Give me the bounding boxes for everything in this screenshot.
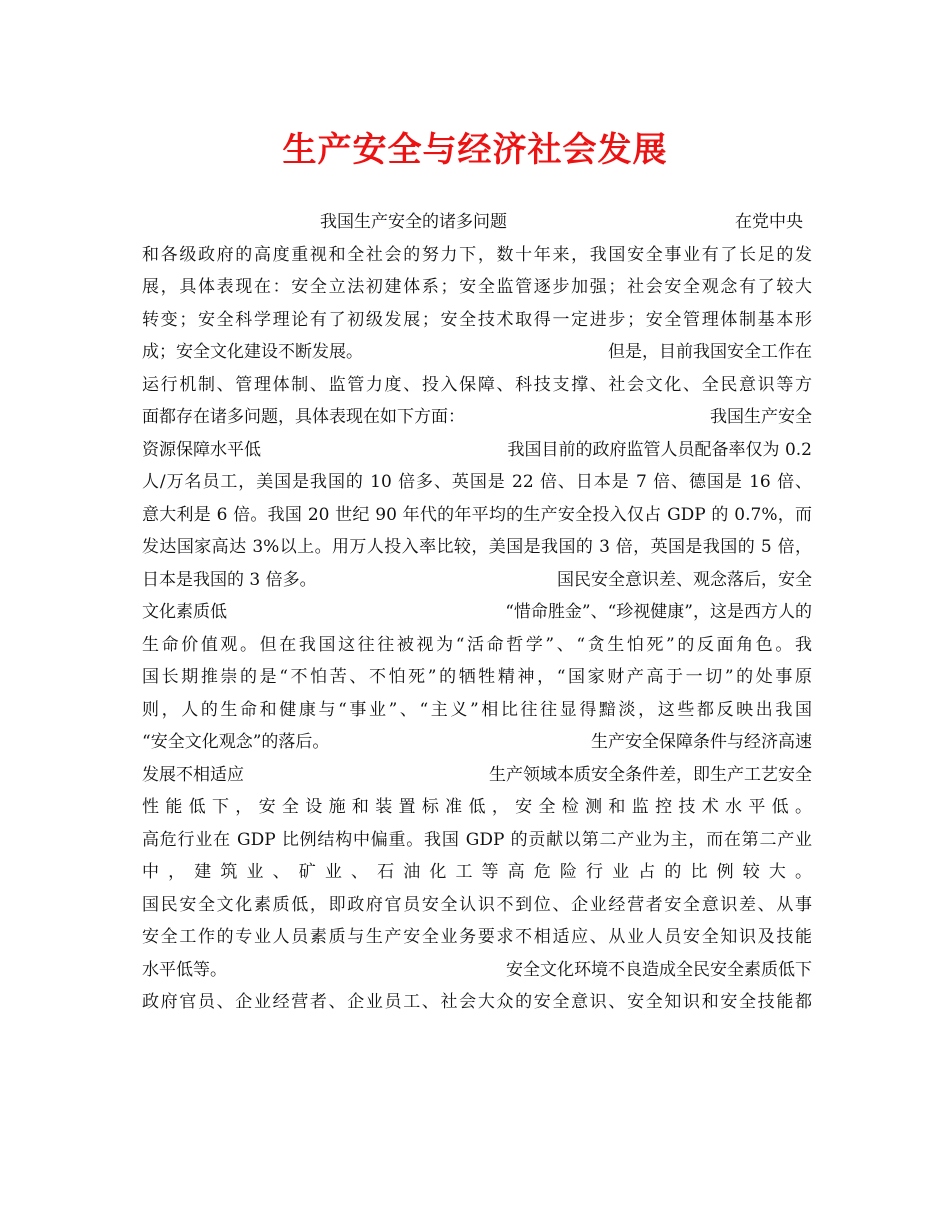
line-segment: 资源保障水平低 [142, 439, 261, 460]
text-line: 展，具体表现在：安全立法初建体系；安全监管逐步加强；社会安全观念有了较大 [142, 277, 812, 297]
line-segment: 日本是我国的 3 倍多。 [142, 569, 317, 590]
line-segment: 水平低等。 [142, 959, 227, 980]
line-segment: “惜命胜金”、“珍视健康”，这是西方人的 [505, 602, 812, 622]
text-line [142, 759, 812, 792]
line-segment: 在党中央 [735, 212, 803, 232]
text-line: 意大利是 6 倍。我国 20 世纪 90 年代的年平均的生产安全投入仅占 GDP 的 0.7%，而 [142, 504, 812, 525]
text-line: 高危行业在 GDP 比例结构中偏重。我国 GDP 的贡献以第二产业为主，而在第二产业 [142, 829, 812, 850]
line-segment: “安全文化观念”的落后。 [142, 732, 330, 752]
text-line: 政府官员、企业经营者、企业员工、社会大众的安全意识、安全知识和安全技能都 [142, 992, 812, 1012]
text-line: 安全工作的专业人员素质与生产安全业务要求不相适应、从业人员安全知识及技能 [142, 927, 812, 947]
line-segment: 生产安全保障条件与经济高速 [591, 732, 812, 752]
document-body [142, 206, 812, 1019]
text-line: 人/万名员工，美国是我国的 10 倍多、英国是 22 倍、日本是 7 倍、德国是 16 倍、 [142, 472, 812, 492]
text-line [142, 726, 812, 759]
line-segment: 安全文化环境不良造成全民安全素质低下 [506, 959, 812, 980]
text-line [142, 206, 812, 239]
text-line [142, 434, 812, 467]
text-line: 运行机制、管理体制、监管力度、投入保障、科技支撑、社会文化、全民意识等方 [142, 374, 812, 395]
line-segment: 发展不相适应 [142, 764, 244, 785]
line-segment: 面都存在诸多问题，具体表现在如下方面： [142, 407, 465, 427]
text-line: 和各级政府的高度重视和全社会的努力下，数十年来，我国安全事业有了长足的发 [142, 244, 812, 265]
line-segment: 我国目前的政府监管人员配备率仅为 0.2 [507, 439, 812, 460]
line-segment: 成；安全文化建设不断发展。 [142, 342, 363, 362]
line-segment: 生产领域本质安全条件差，即生产工艺安全 [489, 764, 812, 785]
document-title: 生产安全与经济社会发展 [282, 130, 668, 170]
text-line: 中，建筑业、矿业、石油化工等高危险行业占的比例较大。 [142, 862, 812, 882]
line-segment: 我国生产安全的诸多问题 [320, 212, 507, 232]
text-line [142, 401, 812, 434]
line-segment: 但是，目前我国安全工作在 [608, 342, 812, 362]
text-line: 性能低下，安全设施和装置标准低，安全检测和监控技术水平低。 [142, 797, 812, 817]
text-line: 转变；安全科学理论有了初级发展；安全技术取得一定进步；安全管理体制基本形 [142, 309, 812, 330]
text-line [142, 336, 812, 369]
text-line: 则，人的生命和健康与“事业”、“主义”相比往往显得黯淡，这些都反映出我国 [142, 699, 812, 720]
text-line [142, 596, 812, 629]
line-segment: 文化素质低 [142, 602, 227, 622]
line-segment: 国民安全意识差、观念落后，安全 [557, 569, 812, 590]
text-line: 国民安全文化素质低，即政府官员安全认识不到位、企业经营者安全意识差、从事 [142, 894, 812, 915]
text-line: 生命价值观。但在我国这往往被视为“活命哲学”、“贪生怕死”的反面角色。我 [142, 634, 812, 655]
text-line [142, 954, 812, 987]
text-line [142, 564, 812, 597]
text-line: 发达国家高达 3%以上。用万人投入率比较，美国是我国的 3 倍，英国是我国的 5 倍， [142, 537, 812, 557]
text-line: 国长期推崇的是“不怕苦、不怕死”的牺牲精神，“国家财产高于一切”的处事原 [142, 667, 812, 687]
line-segment: 我国生产安全 [710, 407, 812, 427]
